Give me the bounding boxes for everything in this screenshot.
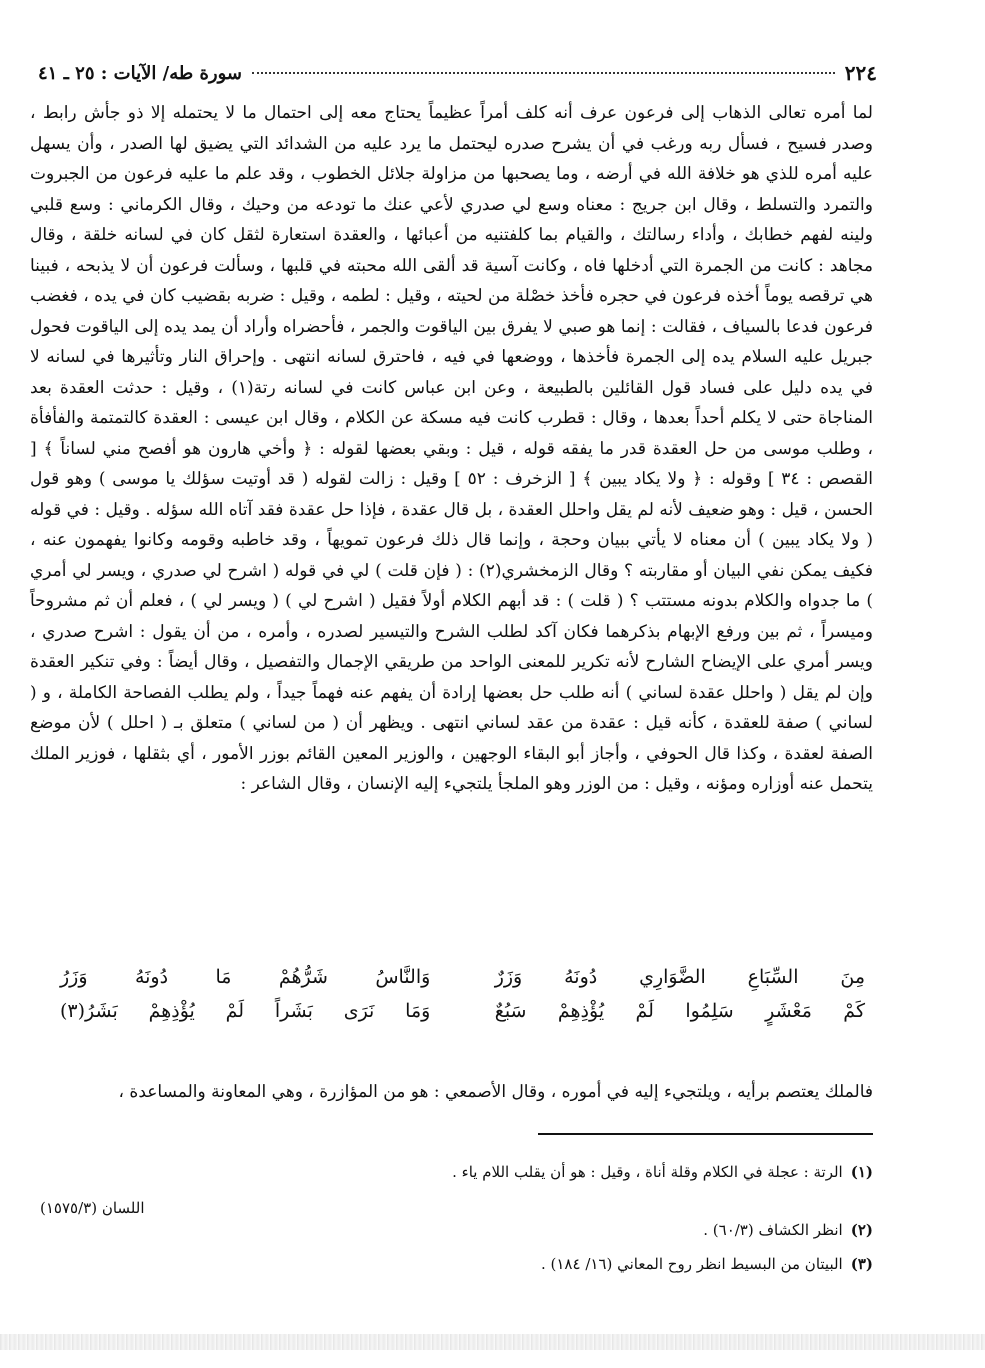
footnote-3-text: البيتان من البسيط انظر روح المعاني (١٦/ ١٨٤) .: [540, 1255, 843, 1273]
verse-1-first-hemistich: مِنَ السِّبَاعِ الضَّوَارِي دُونَهُ وَزَرٌ: [494, 966, 865, 988]
running-title: سورة طه/ الآيات : ٢٥ ـ ٤١: [38, 62, 242, 84]
verse-2-first-hemistich: كَمْ مَعْشَرٍ سَلِمُوا لَمْ يُؤْذِهِمْ سَبُعٌ: [494, 1000, 865, 1022]
page-number: ٢٢٤: [844, 61, 877, 85]
footnote-1: [452, 1163, 873, 1181]
footnote-2-text: انظر الكشاف (٦٠/٣) .: [703, 1221, 843, 1239]
verse-2-second-hemistich: وَمَا نَرَى بَشَراً لَمْ يُؤْذِهِمْ بَشَرُ(٣): [60, 1000, 431, 1022]
poetry-block: [60, 960, 865, 1028]
footnote-3: [541, 1255, 873, 1273]
footnote-separator: [538, 1133, 873, 1135]
scan-noise-strip: [0, 1334, 985, 1350]
page-header: [38, 58, 877, 88]
footnote-1-source: اللسان (١٥٧٥/٣): [40, 1199, 145, 1217]
footnote-3-number: (٣): [850, 1255, 873, 1273]
verse-line-2: [60, 994, 865, 1028]
main-body-text: لما أمره تعالى الذهاب إلى فرعون عرف أنه كلف أمراً عظيماً يحتاج معه إلى احتمال ما لا يحتمله إلا ذو جأش رابط ، وصدر فسيح ، فسأل ربه ورغب في أن يشرح صدره ليحتمل ما يرد عليه من الشدائد التي يضيق لها الصدر ، وأن يسهل عليه أمره للذي هو خلافة الله في أرضه ، وما يصحبها من مزاولة جلائل الخطوب ، وقد علم ما عليه فرعون من الجبروت والتمرد والتسلط ، وقال ابن جريج : معناه وسع لي صدري لأعي عنك ما تودعه من وحيك ، وقال الكرماني : وسع قلبي ولينه لفهم خطابك ، وأداء رسالتك ، والقيام بما كلفتنيه من أعبائها ، والعقدة استعارة لثقل كان في لسانه خلقة ، وقال مجاهد : كانت من الجمرة التي أدخلها فاه ، وكانت آسية قد ألقى الله محبته في قلبها ، وسألت فرعون أن لا يذبحه ، فبينا هي ترقصه يوماً أخذه فرعون في حجره فأخذ خصْلة من لحيته ، وقيل : لطمه ، وقيل : ضربه بقضيب كان في يده ، فغضب فرعون فدعا بالسياف ، فقالت : إنما هو صبي لا يفرق بين الياقوت والجمر ، فأحضراه وأراد أن يمد يده إلى الياقوت فحول جبريل عليه السلام يده إلى الجمرة فأخذها ، ووضعها في فيه ، فاحترق لسانه انتهى . وإحراق النار وتأثيرها في لسانه لا في يده دليل على فساد قول القائلين بالطبيعة ، وعن ابن عباس كانت في لسانه رتة(١) ، وقيل : حدثت العقدة بعد المناجاة حتى لا يكلم أحداً بعدها ، وقال : قطرب كانت فيه مسكة عن الكلام ، وقال ابن عيسى : العقدة كالتمتمة والفأفأة ، وطلب موسى من حل العقدة قدر ما يفقه قوله ، قيل : وبقي بعضها لقوله : ﴿ وأخي هارون هو أفصح مني لساناً ﴾ [ القصص : ٣٤ ] وقوله : ﴿ ولا يكاد يبين ﴾ [ الزخرف : ٥٢ ] وقيل : زالت لقوله ( قد أوتيت سؤلك يا موسى ) وهو قول الحسن ، قيل : وهو ضعيف لأنه لم يقل واحلل العقدة ، بل قال عقدة ، فإذا حل عقدة فقد آتاه الله سؤله . وقيل : في قوله ( ولا يكاد يبين ) أن معناه لا يأتي ببيان وحجة ، وإنما قال ذلك فرعون تمويهاً ، وقد خاطبه وقومه وكانوا يفهمون عنه ، فكيف يمكن نفي البيان أو مقاربته ؟ وقال الزمخشري(٢) : ( فإن قلت ) لي في قوله ( اشرح لي صدري ، ويسر لي أمري ) ما جدواه والكلام بدونه مستتب ؟ ( قلت ) : قد أبهم الكلام أولاً فقيل ( اشرح لي ) ( ويسر لي ) ، فعلم أن ثم مشروحاً وميسراً ، ثم بين ورفع الإبهام بذكرهما فكان آكد لطلب الشرح والتيسير لصدره ، وأمره ، من أن يقول : اشرح صدري ، ويسر أمري على الإيضاح الشارح لأنه تكرير للمعنى الواحد من طريقي الإجمال والتفصيل ، وقال أيضاً : وفي تنكير العقدة وإن لم يقل ( واحلل عقدة لساني ) أنه طلب حل بعضها إرادة أن يفهم عنه فهماً جيداً ، ولم يطلب الفصاحة الكاملة ، و ( لساني ) صفة للعقدة ، كأنه قيل : عقدة من عقد لساني انتهى . ويظهر أن ( من لساني ) متعلق بـ ( احلل ) لأن موضع الصفة لعقدة ، وكذا قال الحوفي ، وأجاز أبو البقاء الوجهين ، والوزير المعين القائم بوزر الأمور ، أي بثقلها ، فوزير الملك يتحمل عنه أوزاره ومؤنه ، وقيل : من الوزر وهو الملجأ يلتجيء إليه الإنسان ، وقال الشاعر :: [30, 103, 874, 794]
footnote-2: [703, 1221, 873, 1239]
footnote-1-number: (١): [850, 1163, 873, 1181]
verse-line-1: [60, 960, 865, 994]
footnote-2-number: (٢): [850, 1221, 873, 1239]
continuation-text: فالملك يعتصم برأيه ، ويلتجيء إليه في أموره ، وقال الأصمعي : هو من المؤازرة ، وهي المعاونة والمساعدة ،: [118, 1082, 873, 1102]
verse-1-second-hemistich: وَالنَّاسُ شَرُّهُمْ مَا دُونَهُ وَزَرُ: [60, 966, 431, 988]
footnote-1-text: الرتة : عجلة في الكلام وقلة أناة ، وقيل : هو أن يقلب اللام ياء .: [452, 1163, 843, 1181]
header-dotted-leader: [252, 72, 835, 74]
